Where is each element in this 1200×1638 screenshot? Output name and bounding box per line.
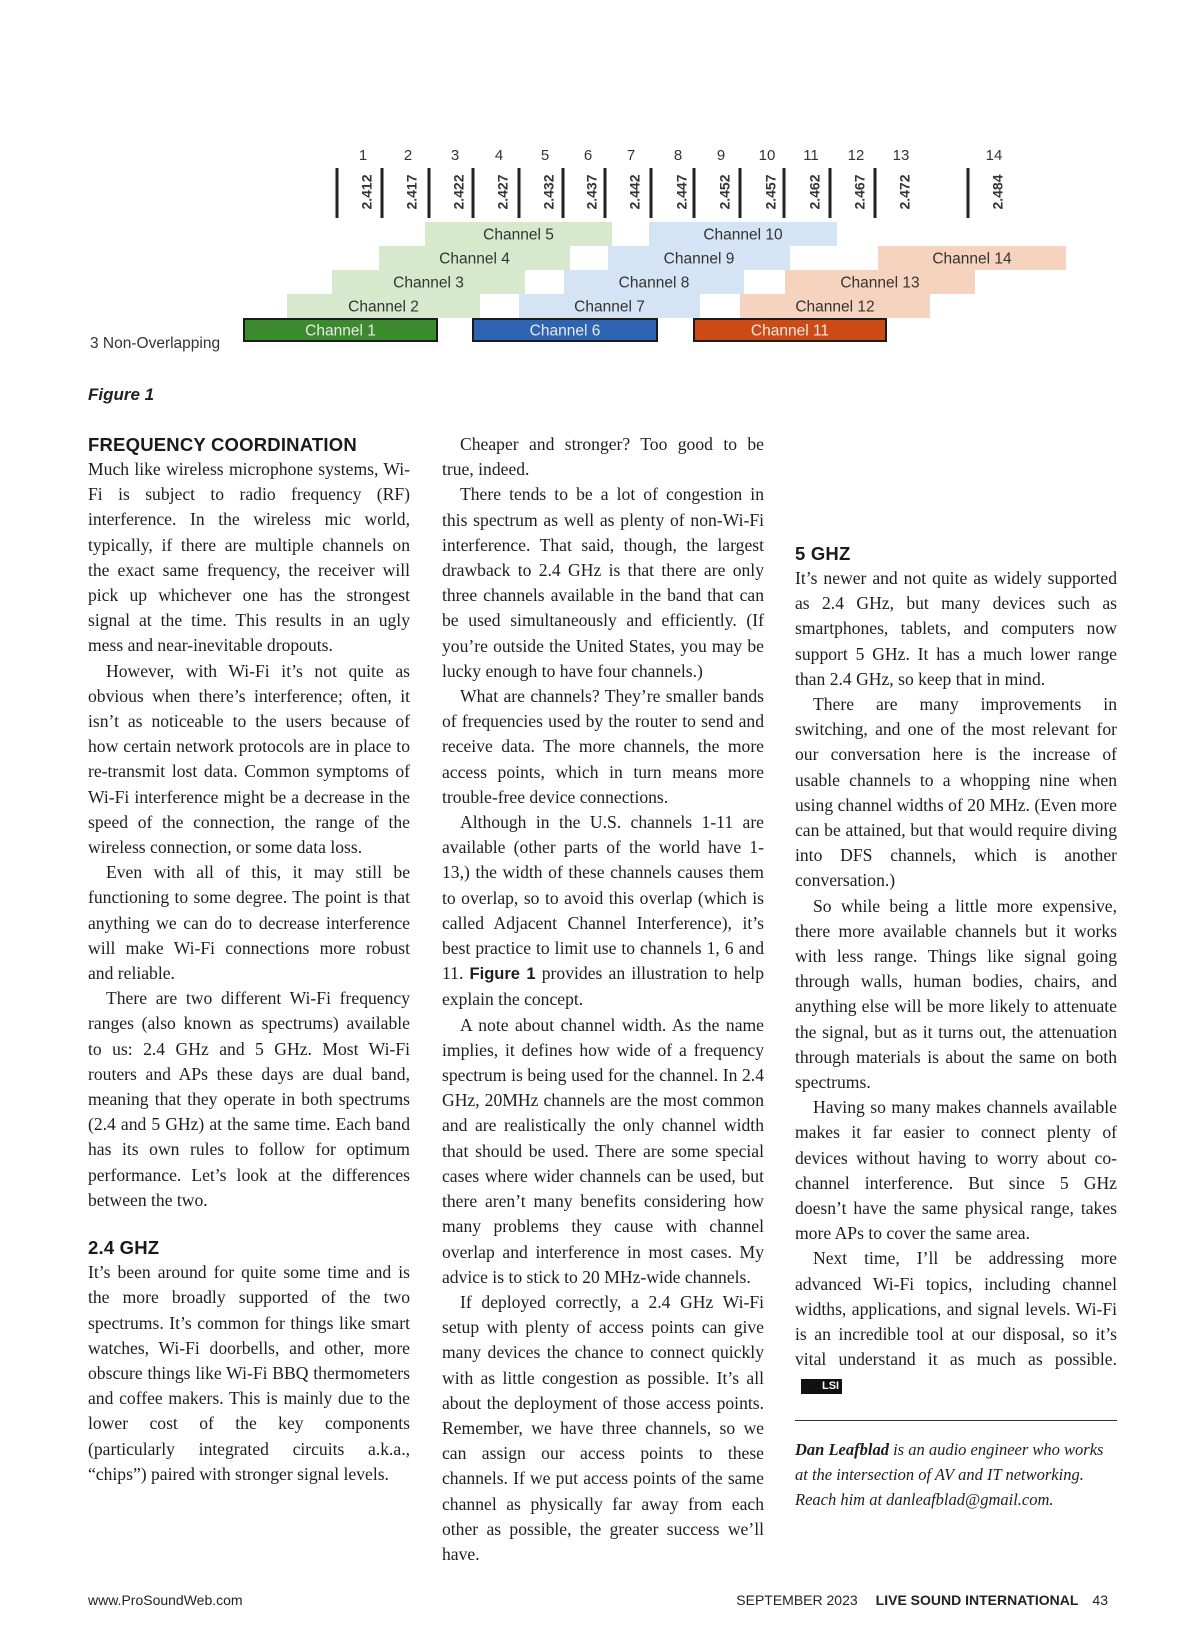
- channel-label: Channel 5: [483, 226, 554, 244]
- frequency-label: 2.467: [851, 174, 868, 210]
- channel-label: Channel 11: [750, 322, 830, 340]
- paragraph: If deployed correctly, a 2.4 GHz Wi-Fi setup with plenty of access points can give many devices the chance to connect quickly with as little congestion as possible. It’s all about the deployment of those access points. Remember, we have three channels, so we can assign our access points to these channels. If we put access points of the same channel as physically far away from each other as possible, the greater success we’ll have.: [442, 1291, 764, 1564]
- frequency-header: [337, 147, 1006, 218]
- channel-label: Channel 12: [795, 298, 875, 316]
- frequency-label: 2.484: [989, 174, 1006, 210]
- text-run: provides an illustration to help explain the concept.: [442, 963, 764, 1010]
- channel-label: Channel 4: [439, 250, 510, 268]
- heading-5-ghz: 5 GHZ: [795, 543, 851, 564]
- channel-number: 2: [403, 147, 413, 164]
- paragraph: So while being a little more expensive, there more available channels but it works with less range. Things like signal going through walls, human bodies, chairs, and anything else will be more likely to attenuate the signal, but as it turns out, the attenuation through materials is about the same on both spectrums.: [795, 895, 1117, 1093]
- paragraph: What are channels? They’re smaller bands of frequencies used by the router to send and receive data. The more channels, the more access points, which in turn means more trouble-free device connections.: [442, 686, 764, 807]
- paragraph: There tends to be a lot of congestion in this spectrum as well as plenty of non-Wi-Fi interference. That said, though, the largest drawback to 2.4 GHz is that there are only three channels available in the band that can be used simultaneously and efficiently. (If you’re outside the United States, you may be lucky enough to have four channels.): [442, 484, 764, 681]
- channel-number: 14: [985, 147, 1003, 164]
- channel-number: 10: [758, 147, 776, 164]
- column-1: [88, 432, 410, 1487]
- paragraph: Even with all of this, it may still be functioning to some degree. The point is that anything we can do to decrease interference will make Wi-Fi connections more robust and reliable.: [88, 862, 410, 984]
- footer-date: SEPTEMBER 2023: [736, 1592, 858, 1608]
- channel-bars: [244, 222, 1066, 341]
- frequency-label: 2.437: [583, 174, 600, 210]
- channel-label: Channel 10: [703, 226, 783, 244]
- paragraph: A note about channel width. As the name implies, it defines how wide of a frequency spectrum is being used for the channel. In 2.4 GHz, 20MHz channels are the most common and are realistically the only channel width that should be used. There are some special cases where wider channels can be used, but there aren’t many benefits considering how many problems they cause with channel overlap and interference in most cases. My advice is to stick to 20 MHz-wide channels.: [442, 1014, 764, 1287]
- paragraph: Cheaper and stronger? Too good to be true, indeed.: [442, 434, 764, 480]
- channel-label: Channel 2: [348, 298, 419, 316]
- paragraph: There are many improvements in switching, and one of the most relevant for our conversation here is the increase of usable channels to a whopping nine when using channel widths of 20 MHz. (Even more can be attained, but that would require diving into DFS channels, which is another conversation.): [795, 694, 1117, 891]
- channel-number: 3: [450, 147, 460, 164]
- channel-label: Channel 1: [305, 322, 376, 340]
- text-run: Next time, I’ll be addressing more advanced Wi-Fi topics, including channel widths, applications, and signal levels. Wi-Fi is an incredible tool at our disposal, so it’s vital understand it as much as possible.: [795, 1248, 1117, 1370]
- frequency-label: 2.472: [896, 174, 913, 210]
- channel-label: Channel 8: [618, 274, 690, 292]
- channel-overlap-figure: [88, 140, 1108, 380]
- footer-info: [736, 1592, 1108, 1608]
- channel-number: 9: [716, 147, 726, 164]
- author-bio-text: is an audio engineer who works at the intersection of AV and IT networking. Reach him at danleafblad@gmail.com.: [795, 1439, 1104, 1509]
- non-overlapping-label: 3 Non-Overlapping: [90, 335, 221, 352]
- figure-reference: Figure 1: [469, 965, 536, 984]
- paragraph: However, with Wi-Fi it’s not quite as obvious when there’s interference; often, it isn’t as noticeable to the users because of how certain network protocols are in place to re-transmit lost data. Common symptoms of Wi-Fi interference might be a decrease in the speed of the connection, the range of the wireless connection, or some data loss.: [88, 660, 410, 858]
- channel-label: Channel 9: [663, 250, 735, 268]
- channel-label: Channel 7: [574, 298, 645, 316]
- author-name: Dan Leafblad: [795, 1439, 889, 1459]
- paragraph: Having so many makes channels available makes it far easier to connect plenty of devices without having to worry about co-channel interference. But since 5 GHz doesn’t have the same physical range, takes more APs to cover the same area.: [795, 1097, 1117, 1244]
- column-3: [795, 541, 1117, 1512]
- frequency-label: 2.462: [806, 174, 823, 210]
- channel-number: 11: [803, 147, 819, 164]
- heading-frequency-coordination: FREQUENCY COORDINATION: [88, 434, 357, 455]
- paragraph: [442, 810, 764, 1013]
- frequency-label: 2.422: [450, 174, 467, 210]
- lsi-end-mark: LSI: [801, 1379, 842, 1394]
- paragraph: There are two different Wi-Fi frequency ranges (also known as spectrums) available to us: 2.4 GHz and 5 GHz. Most Wi-Fi routers and APs these days are dual band, meaning that they operate in both spectrums (2.4 and 5 GHz) at the same time. Each band has its own rules to follow for optimum performance. Let’s look at the differences between the two.: [88, 988, 410, 1210]
- frequency-label: 2.452: [716, 174, 733, 210]
- paragraph: [795, 1246, 1117, 1397]
- channel-number: 5: [540, 147, 550, 164]
- channel-label: Channel 3: [393, 274, 464, 292]
- frequency-label: 2.417: [403, 174, 420, 210]
- channel-number: 12: [847, 147, 865, 164]
- frequency-label: 2.442: [626, 174, 643, 210]
- channel-number: 6: [583, 147, 593, 164]
- channel-label: Channel 14: [932, 250, 1012, 268]
- frequency-label: 2.427: [494, 174, 511, 210]
- channel-number: 4: [494, 147, 504, 164]
- channel-number: 1: [358, 147, 368, 164]
- channel-number: 7: [626, 147, 636, 164]
- author-bio: [795, 1420, 1117, 1512]
- heading-2-4-ghz: 2.4 GHZ: [88, 1237, 160, 1259]
- text-run: Although in the U.S. channels 1-11 are available (other parts of the world have 1-13,) the width of these channels causes them to overlap, so to avoid this overlap (which is called Adjacent Channel Interference), it’s best practice to limit use to channels 1, 6 and 11.: [442, 812, 764, 984]
- frequency-label: 2.447: [673, 174, 690, 210]
- frequency-label: 2.412: [358, 174, 375, 210]
- footer-website: www.ProSoundWeb.com: [88, 1592, 243, 1608]
- page-number: 43: [1092, 1592, 1108, 1608]
- paragraph: It’s newer and not quite as widely supported as 2.4 GHz, but many devices such as smartphones, tablets, and computers now support 5 GHz. It has a much lower range than 2.4 GHz, so keep that in mind.: [795, 568, 1117, 689]
- frequency-label: 2.457: [762, 174, 779, 210]
- channel-number: 13: [892, 147, 910, 164]
- paragraph: It’s been around for quite some time and is the more broadly supported of the two spectrums. It’s common for things like smart watches, Wi-Fi doorbells, and other, more obscure things like Wi-Fi BBQ thermometers and coffee makers. This is mainly due to the lower cost of the key components (particularly integrated circuits a.k.a., “chips”) paired with stronger signal levels.: [88, 1262, 410, 1484]
- figure-caption: Figure 1: [88, 385, 155, 404]
- frequency-label: 2.432: [540, 174, 557, 210]
- paragraph: Much like wireless microphone systems, Wi-Fi is subject to radio frequency (RF) interference. In the wireless mic world, typically, if there are multiple channels on the exact same frequency, the receiver will pick up whichever one has the strongest signal at the time. This results in an ugly mess and near-inevitable dropouts.: [88, 459, 410, 656]
- footer-magazine: LIVE SOUND INTERNATIONAL: [875, 1592, 1079, 1608]
- channel-label: Channel 13: [840, 274, 920, 292]
- column-2: [442, 432, 764, 1567]
- channel-number: 8: [673, 147, 683, 164]
- channel-label: Channel 6: [529, 322, 601, 340]
